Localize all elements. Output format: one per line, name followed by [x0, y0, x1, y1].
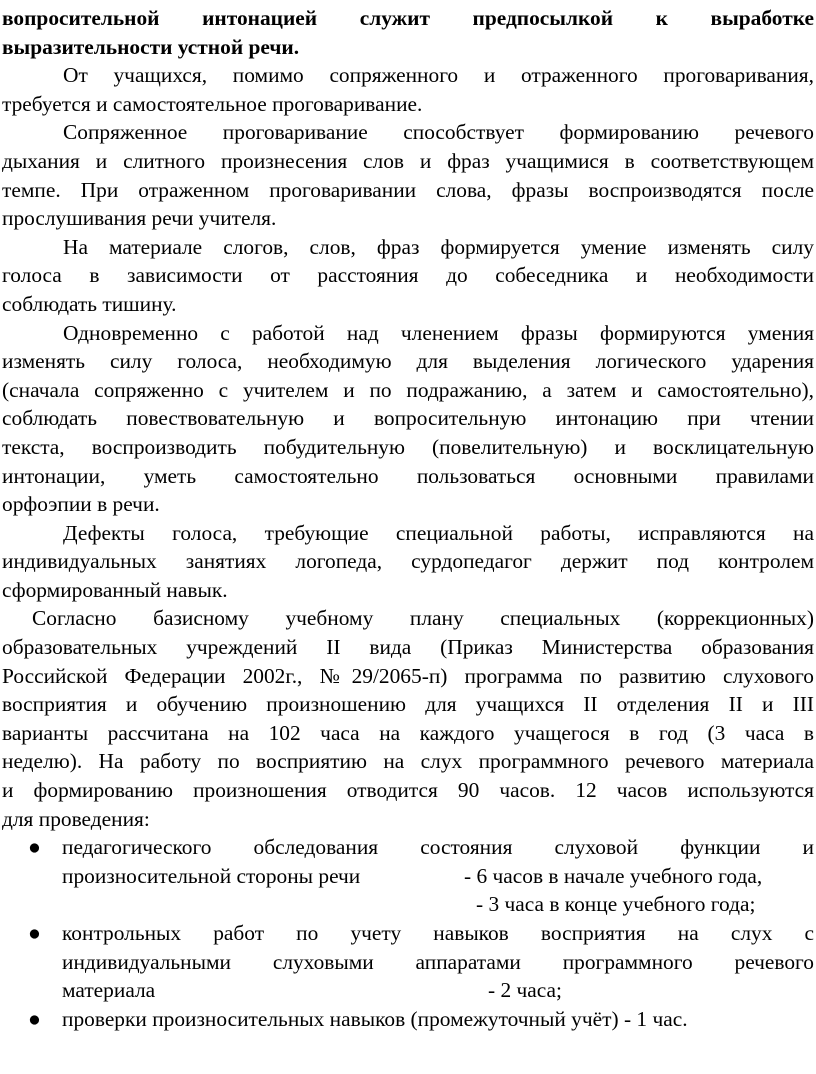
- text-line: прослушивания речи учителя.: [2, 206, 277, 231]
- text-line: вопросительной интонацией служит предпосылкой к выработке: [2, 6, 814, 30]
- list-item-hours: - 6 часов в начале учебного года,: [464, 863, 763, 888]
- text-line: темпе. При отраженном проговаривании слова, фразы воспроизводятся после: [2, 177, 814, 202]
- list-item-continuation: [2, 890, 814, 919]
- text-line: образовательных учреждений II вида (Приказ Министерства образования: [2, 635, 814, 660]
- text-line: интонации, уметь самостоятельно пользоваться основными правилами: [2, 463, 814, 488]
- text-line: дыхания и слитного произнесения слов и фраз учащимися в соответствующем: [2, 148, 814, 173]
- text-line: сформированный навык.: [2, 577, 228, 602]
- text-line: индивидуальных занятиях логопеда, сурдопедагог держит под контролем: [2, 549, 814, 574]
- list-item-text: контрольных работ по учету навыков восприятия на слух с: [62, 921, 814, 945]
- text-line: соблюдать тишину.: [2, 291, 177, 316]
- bullet-icon: ●: [28, 1006, 41, 1031]
- text-line: для проведения:: [2, 806, 150, 831]
- list-item-text: материала: [62, 978, 156, 1003]
- list-item-continuation: [2, 862, 814, 891]
- text-line: Российской Федерации 2002г., №29/2065-п) программа по развитию слухового: [2, 663, 814, 688]
- text-line: неделю). На работу по восприятию на слух программного речевого материала: [2, 749, 814, 774]
- list-item-hours: - 2 часа;: [488, 978, 562, 1003]
- list-item-text: педагогического обследования состояния слуховой функции и: [62, 835, 814, 860]
- text-line: Одновременно с работой над членением фразы формируются умения: [63, 320, 814, 345]
- bullet-icon: ●: [28, 835, 41, 860]
- list-item-continuation: [2, 976, 814, 1005]
- text-line: изменять силу голоса, необходимую для выделения логического ударения: [2, 349, 814, 374]
- text-line: соблюдать повествовательную и вопросительную интонацию при чтении: [2, 406, 814, 431]
- text-line: Согласно базисному учебному плану специальных (коррекционных): [32, 606, 814, 631]
- text-line: варианты рассчитана на 102 часа на каждого учащегося в год (3 часа в: [2, 720, 814, 745]
- list-item: [2, 1005, 814, 1034]
- text-line: Сопряженное проговаривание способствует формированию речевого: [63, 120, 814, 145]
- list-item-text: произносительной стороны речи: [62, 863, 361, 888]
- text-line: требуется и самостоятельное проговаривание.: [2, 91, 423, 116]
- text-line: выразительности устной речи.: [2, 34, 300, 59]
- list-item-text: проверки произносительных навыков (промежуточный учёт) - 1 час.: [62, 1006, 688, 1031]
- text-line: Дефекты голоса, требующие специальной работы, исправляются на: [63, 520, 814, 545]
- text-line: От учащихся, помимо сопряженного и отраженного проговаривания,: [63, 63, 814, 88]
- text-line: (сначала сопряженно с учителем и по подражанию, а затем и самостоятельно),: [2, 377, 814, 402]
- text-line: восприятия и обучению произношению для учащихся II отделения II и III: [2, 692, 814, 717]
- text-line: текста, воспроизводить побудительную (повелительную) и восклицательную: [2, 434, 814, 459]
- list-item-continuation: индивидуальными слуховыми аппаратами программного речевого: [62, 949, 814, 974]
- list-item: [2, 919, 814, 948]
- text-line: орфоэпии в речи.: [2, 492, 160, 517]
- list-item: [2, 833, 814, 862]
- text-line: и формированию произношения отводится 90 часов. 12 часов используются: [2, 778, 814, 803]
- list-item-hours: - 3 часа в конце учебного года;: [476, 892, 756, 917]
- text-line: На материале слогов, слов, фраз формируется умение изменять силу: [63, 234, 814, 259]
- bullet-icon: ●: [28, 921, 41, 945]
- text-line: голоса в зависимости от расстояния до собеседника и необходимости: [2, 263, 814, 288]
